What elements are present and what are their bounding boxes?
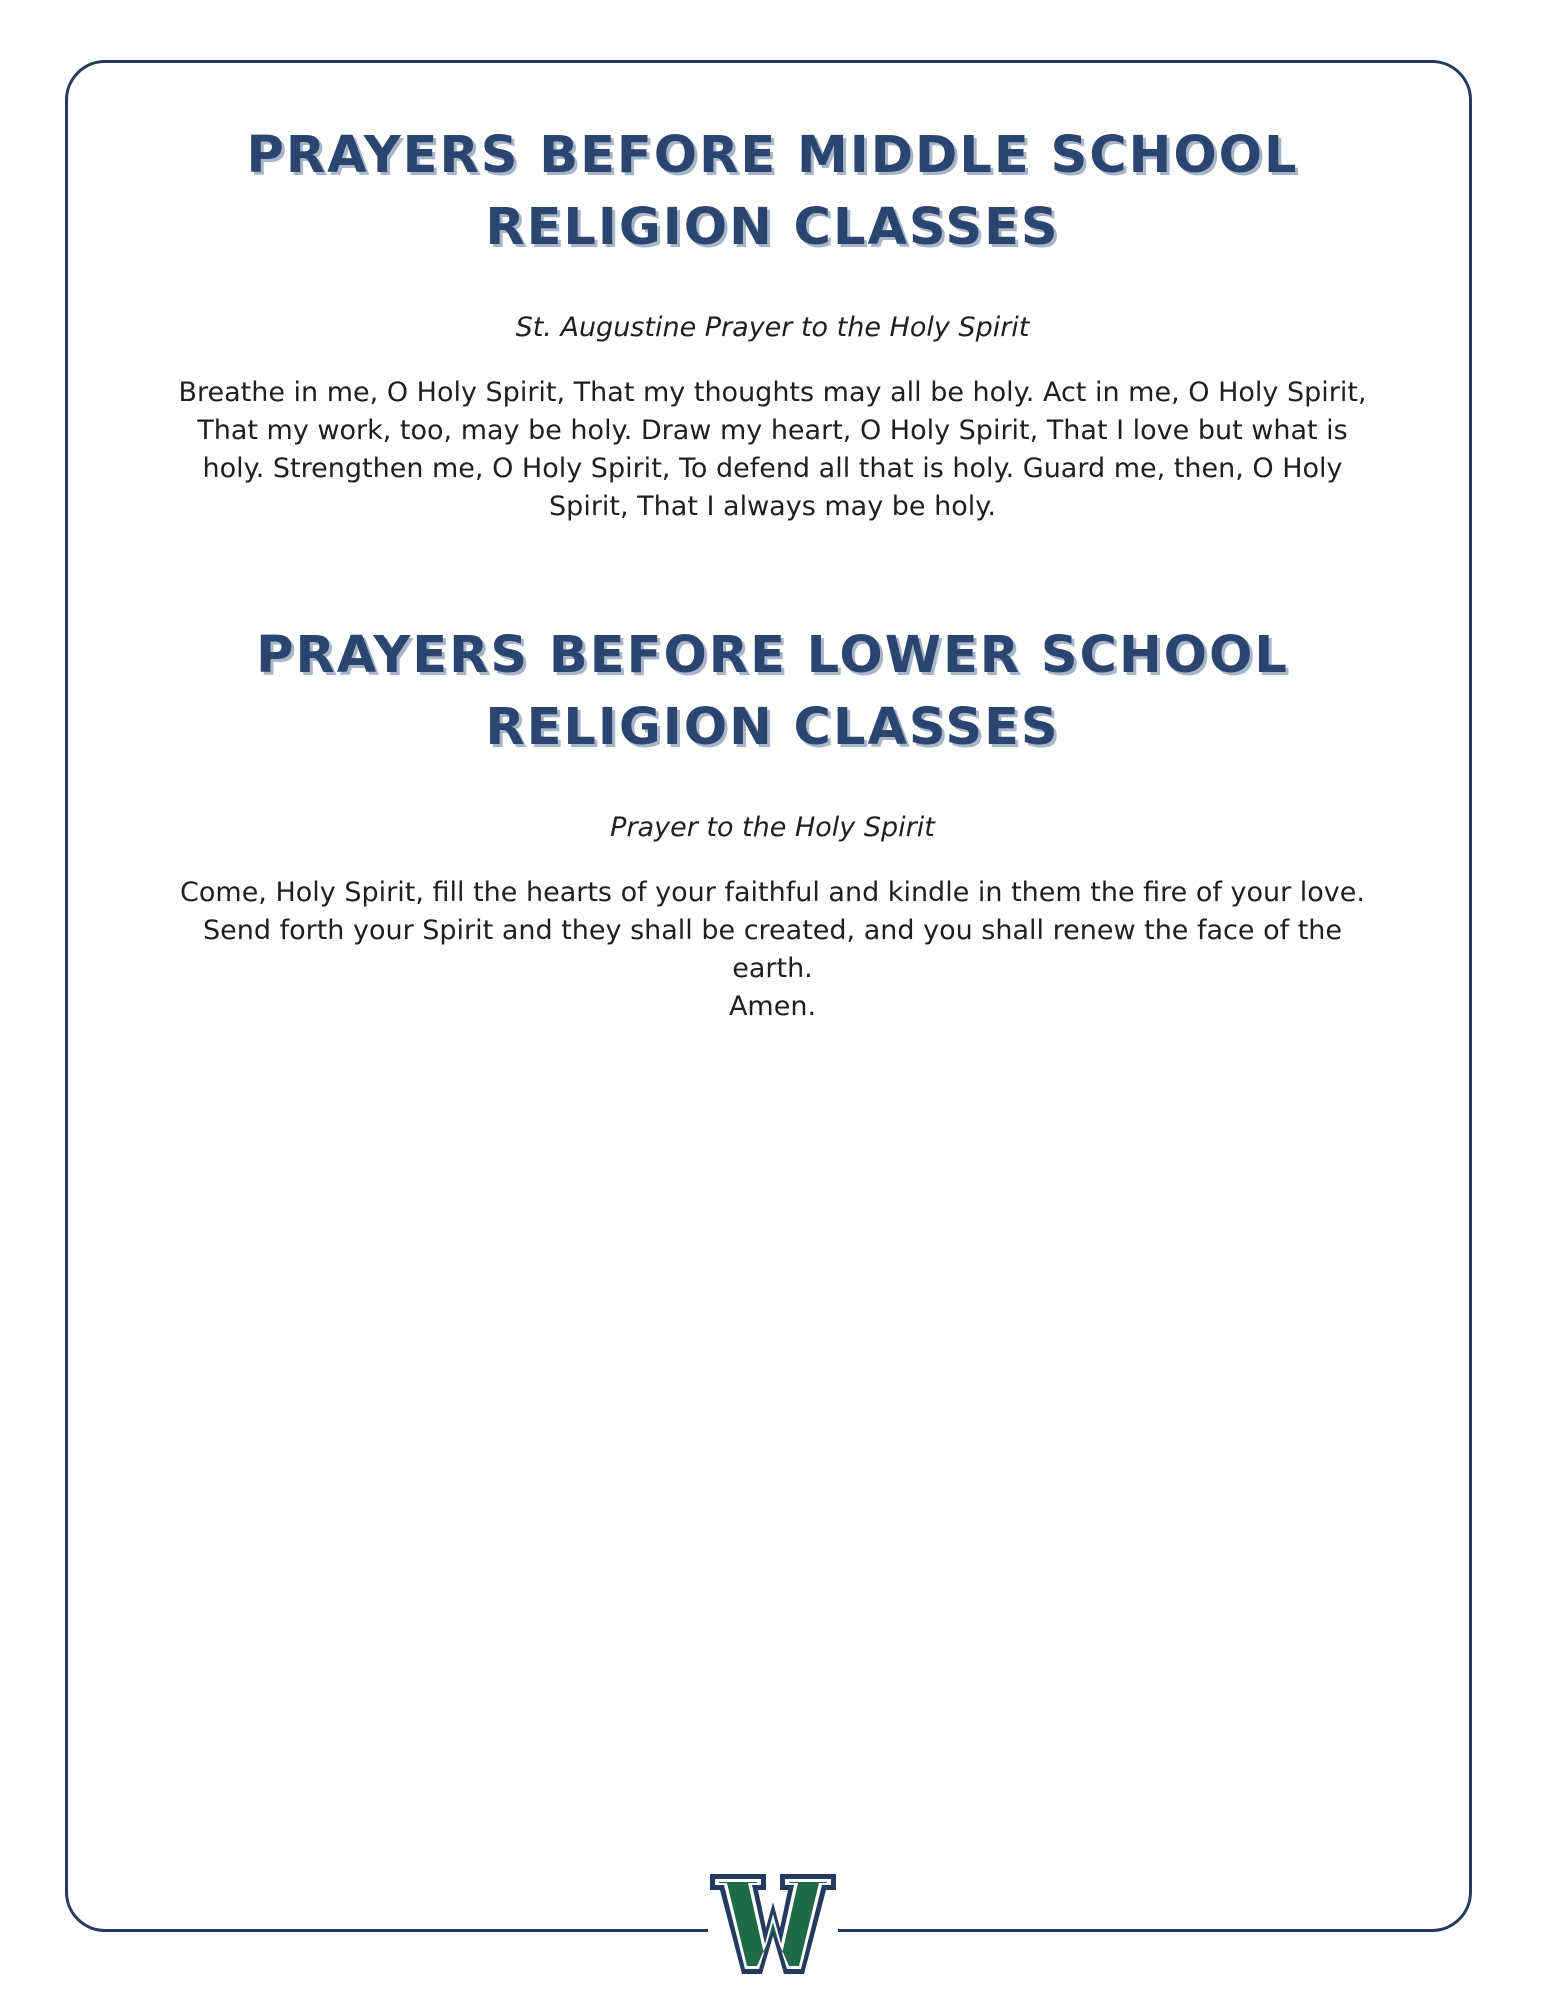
school-logo	[708, 1872, 838, 1976]
heading-line: PRAYERS BEFORE LOWER SCHOOL	[256, 626, 1289, 685]
lower-school-heading	[150, 620, 1395, 764]
heading-line: RELIGION CLASSES	[485, 198, 1060, 257]
prayer-line: Amen.	[728, 991, 817, 1022]
page-content	[150, 120, 1395, 1026]
prayer-line: Come, Holy Spirit, fill the hearts of your faithful and kindle in them the fire of your love.	[180, 877, 1365, 908]
middle-school-heading	[150, 120, 1395, 264]
prayer-text	[150, 874, 1395, 1026]
prayer-line: holy. Strengthen me, O Holy Spirit, To defend all that is holy. Guard me, then, O Holy	[202, 453, 1343, 484]
section-spacer	[150, 526, 1395, 620]
middle-school-section	[150, 120, 1395, 526]
heading-line: RELIGION CLASSES	[485, 698, 1060, 757]
prayer-title: Prayer to the Holy Spirit	[610, 812, 935, 843]
prayer-line: Spirit, That I always may be holy.	[549, 491, 996, 522]
prayer-text	[150, 374, 1395, 526]
lower-school-section	[150, 620, 1395, 1026]
w-logo-icon	[708, 1872, 838, 1976]
prayer-title: St. Augustine Prayer to the Holy Spirit	[515, 312, 1030, 343]
prayer-line: Send forth your Spirit and they shall be created, and you shall renew the face of the	[202, 915, 1343, 946]
prayer-line: earth.	[732, 953, 813, 984]
prayer-line: That my work, too, may be holy. Draw my heart, O Holy Spirit, That I love but what is	[197, 415, 1348, 446]
prayer-line: Breathe in me, O Holy Spirit, That my thoughts may all be holy. Act in me, O Holy Spirit,	[178, 377, 1367, 408]
heading-line: PRAYERS BEFORE MIDDLE SCHOOL	[246, 126, 1299, 185]
